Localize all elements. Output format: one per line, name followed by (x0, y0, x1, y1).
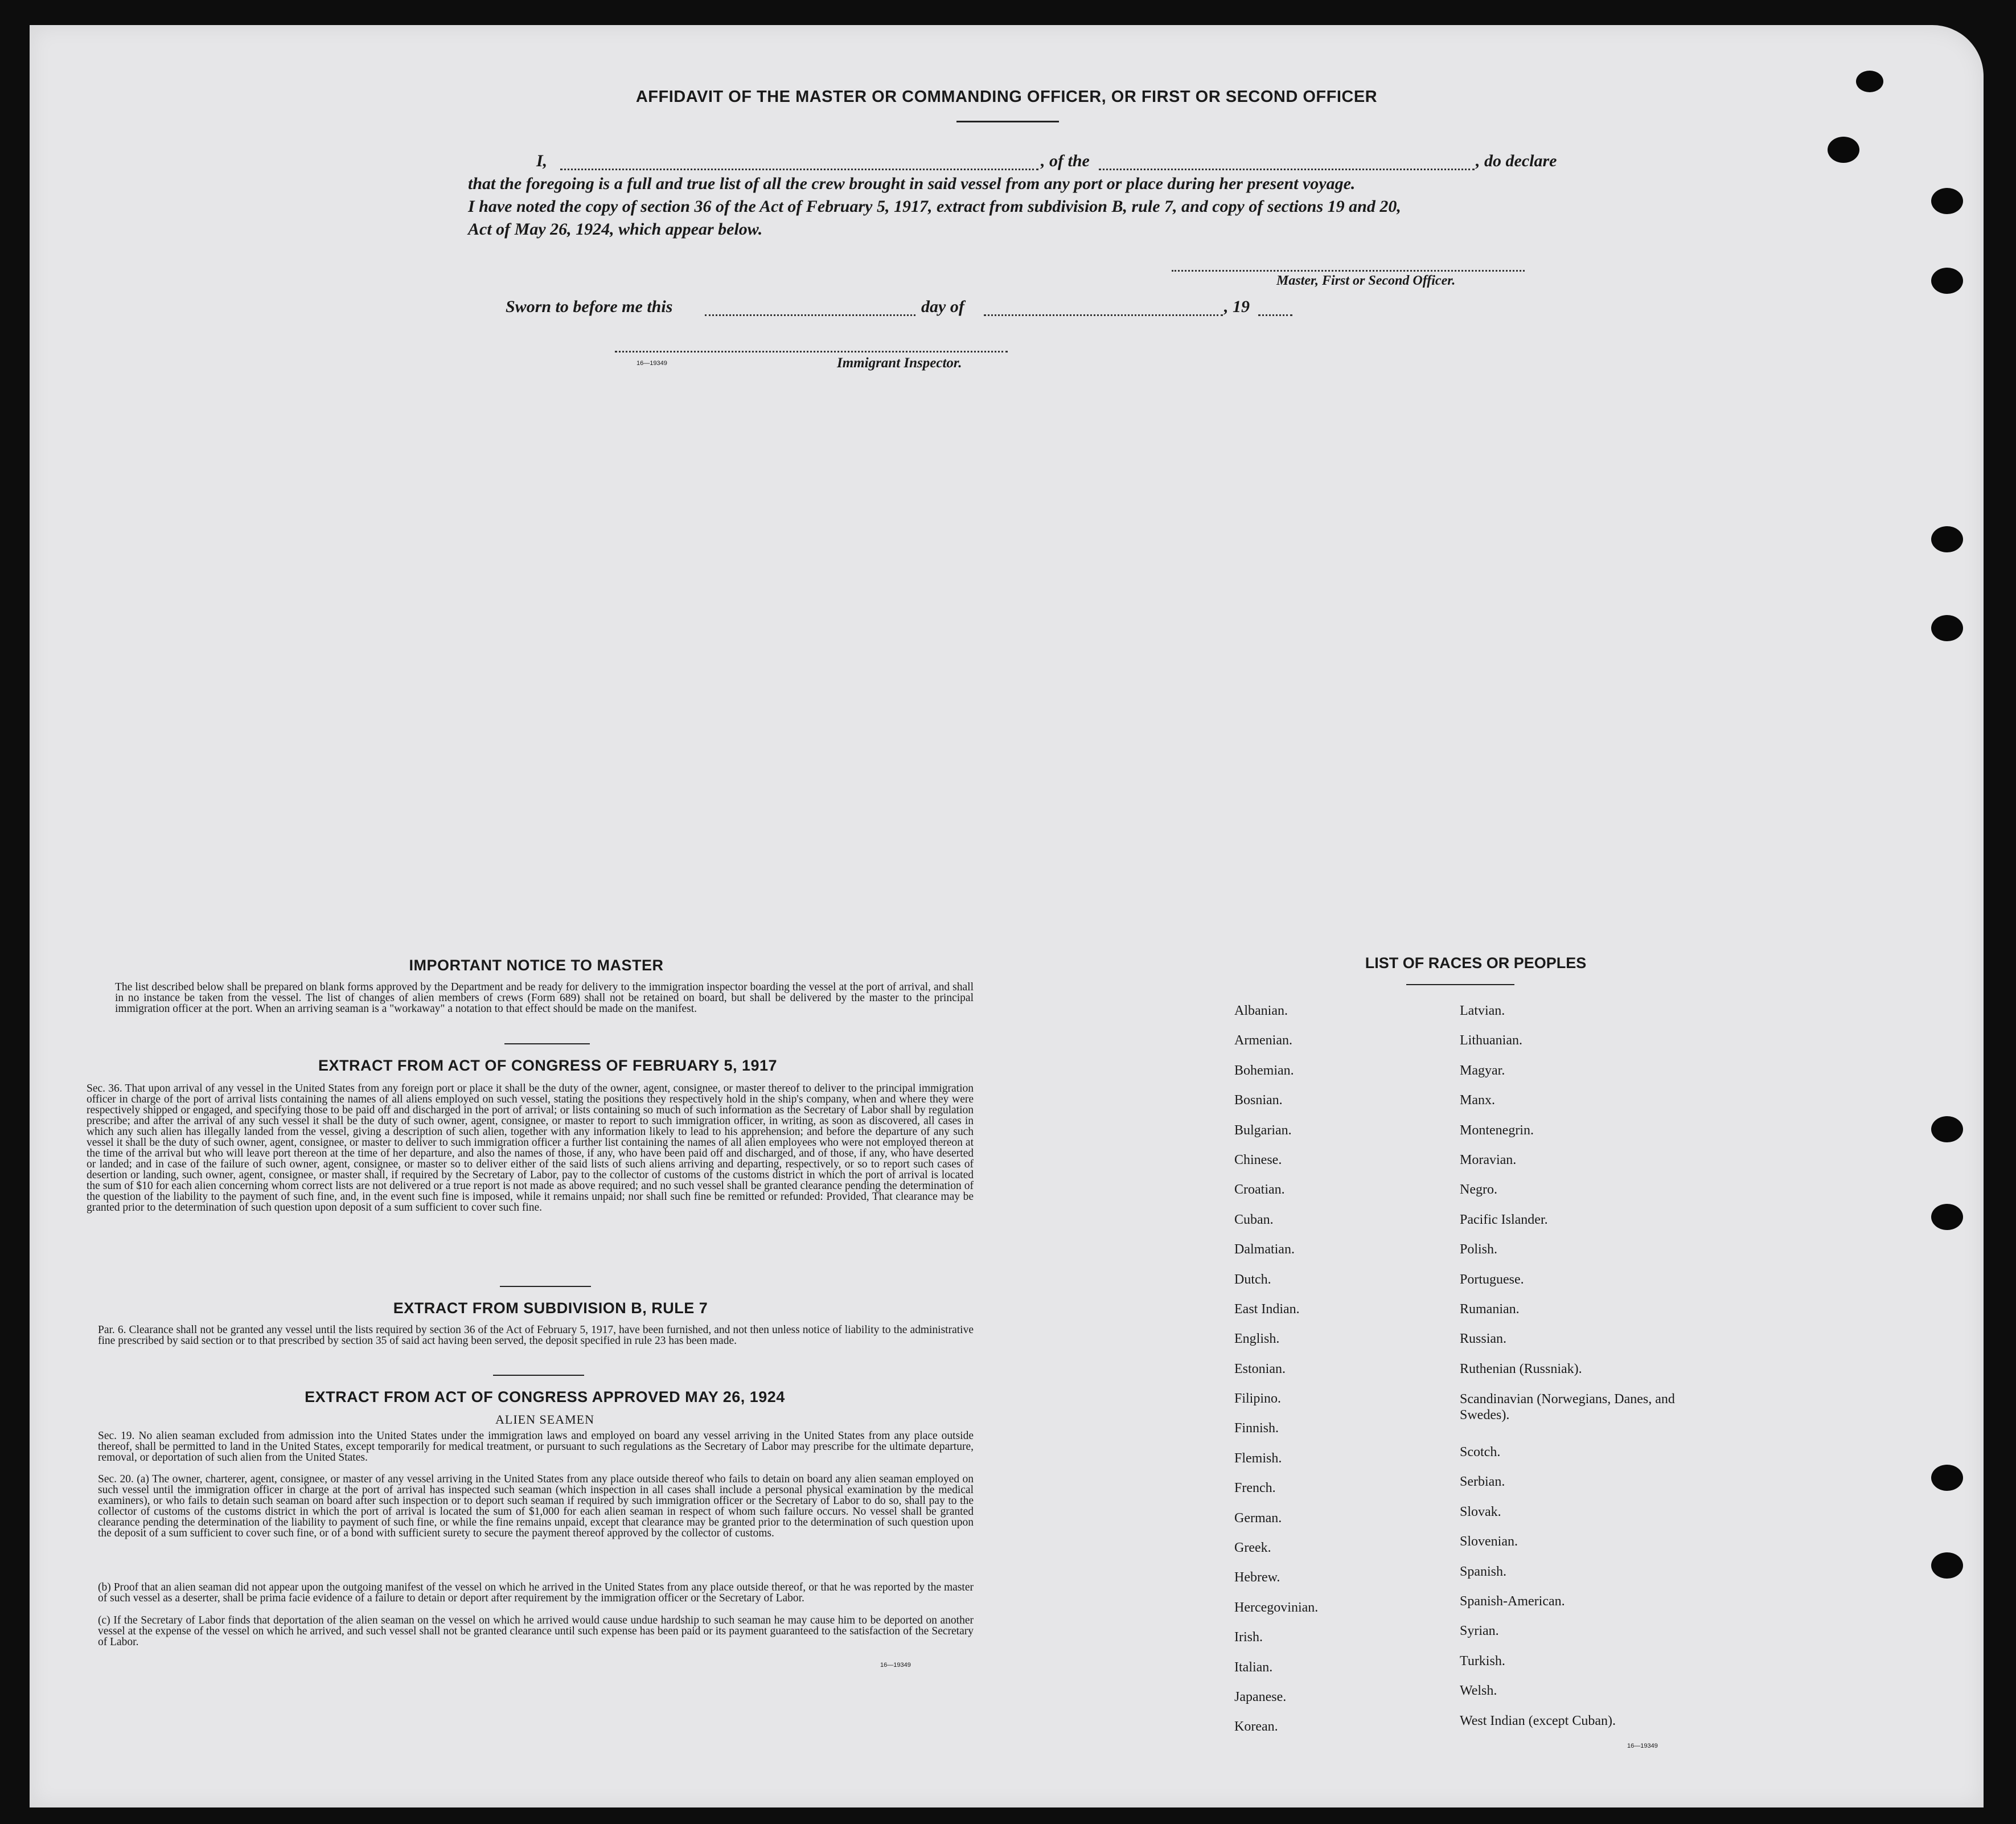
race-item: Syrian. (1460, 1624, 1499, 1639)
races-left-column (1234, 1003, 1318, 1749)
race-item: Cuban. (1234, 1212, 1274, 1227)
race-item: East Indian. (1234, 1301, 1300, 1317)
race-item: Filipino. (1234, 1391, 1282, 1407)
race-item: Hercegovinian. (1234, 1600, 1319, 1615)
affidavit-of-the: , of the (1041, 151, 1090, 170)
sworn-date-blank[interactable] (705, 314, 915, 316)
race-item: Portuguese. (1460, 1272, 1524, 1287)
race-item: Polish. (1460, 1242, 1498, 1257)
punch-hole (1931, 188, 1963, 214)
punch-hole (1931, 1552, 1963, 1579)
punch-hole (1931, 1465, 1963, 1491)
race-item: German. (1234, 1510, 1282, 1526)
extract-1924-title: EXTRACT FROM ACT OF CONGRESS APPROVED MAY 26, 1924 (305, 1388, 785, 1405)
document-page (30, 25, 1984, 1807)
inspector-signature-line[interactable] (615, 351, 1008, 352)
race-item: Moravian. (1460, 1152, 1517, 1167)
race-item: French. (1234, 1481, 1276, 1496)
master-signature-line[interactable] (1172, 270, 1525, 272)
race-item: Greek. (1234, 1540, 1271, 1556)
race-item: Serbian. (1460, 1474, 1505, 1490)
alien-seamen-subtitle: ALIEN SEAMEN (495, 1412, 594, 1427)
race-item: Scotch. (1460, 1445, 1501, 1460)
notice-title: IMPORTANT NOTICE TO MASTER (409, 957, 664, 974)
vessel-blank[interactable] (1099, 169, 1475, 170)
affidavit-do-declare: , do declare (1476, 151, 1557, 170)
master-signature-label: Master, First or Second Officer. (1276, 273, 1456, 288)
punch-hole (1931, 268, 1963, 294)
race-item: Scandinavian (Norwegians, Danes, and Swedes). (1460, 1392, 1675, 1423)
form-number: 16—19349 (1627, 1743, 1658, 1749)
race-item: Magyar. (1460, 1063, 1505, 1078)
race-item: Rumanian. (1460, 1301, 1520, 1317)
extract-1917-body: Sec. 36. That upon arrival of any vessel in the United States from any foreign port or place it shall be the duty of the owner, agent, consignee, or master thereof to deliver to the principal immigration officer in charge of the port of arrival lists containing the names of all aliens employed on such vessel, stating the positions they respectively hold in the ship's company, when and where they were respectively shipped or engaged, and specifying those to be paid off and discharged in the port of arrival; or lists containing so much of such information as the Secretary of Labor shall by regulation prescribe; and after the arrival of any such vessel it shall be the duty of such owner, agent, consignee, or master to report to such immigration officer, in writing, as soon as discovered, all cases in which any such alien has illegally landed from the vessel, giving a description of such alien, together with any information likely to lead to his apprehension; and before the departure of any such vessel it shall be the duty of such owner, agent, consignee, or master to deliver to such immigration officer a further list containing the names of all alien employees who were not employed thereon at the time of the arrival but who will leave port thereon at the time of her departure, and also the names of those, if any, who have been paid off and discharged, and of those, if any, who have deserted or landed; and in case of the failure of such owner, agent, consignee, or master so to deliver either of the said lists of such aliens arriving and departing, respectively, or so to report such cases of desertion or landing, such owner, agent, consignee, or master shall, if required by the Secretary of Labor, pay to the collector of customs of the customs district in which the port of arrival is located the sum of $10 for each alien concerning whom correct lists are not delivered or a true report is not made as above required; and no such vessel shall be granted clearance pending the determination of the question of the liability to the payment of such fine, and, in the event such fine is imposed, while it remains unpaid; nor shall such fine be remitted or refunded: Provided, That clearance may be granted prior to the determination of such question upon deposit of a sum sufficient to cover such fine. (87, 1083, 974, 1214)
race-item: Negro. (1460, 1182, 1497, 1198)
race-item: Albanian. (1234, 1003, 1288, 1018)
race-item: Bohemian. (1234, 1063, 1294, 1078)
race-item: Estonian. (1234, 1361, 1286, 1376)
month-blank[interactable] (984, 314, 1223, 316)
affidavit-title: AFFIDAVIT OF THE MASTER OR COMMANDING OFFICER, OR FIRST OR SECOND OFFICER (635, 88, 1378, 106)
race-item: Slovak. (1460, 1504, 1501, 1519)
title-rule (1406, 984, 1514, 985)
sworn-text: Sworn to before me this (506, 297, 673, 316)
sec-20b-text: (b) Proof that an alien seaman did not appear upon the outgoing manifest of the vessel on which he arrived in the United States from any place outside thereof, or that he was reported by the master of such vessel as a deserter, shall be prima facie evidence of a failure to detain or deport after requirement by the immigration officer or the Secretary of Labor. (98, 1581, 974, 1604)
race-item: Dutch. (1234, 1272, 1271, 1287)
race-item: Manx. (1460, 1093, 1495, 1108)
punch-hole (1828, 137, 1859, 163)
extract-1917-title: EXTRACT FROM ACT OF CONGRESS OF FEBRUARY 5, 1917 (318, 1057, 778, 1074)
section-rule (500, 1286, 591, 1287)
race-item: Irish. (1234, 1630, 1263, 1645)
race-item: Japanese. (1234, 1689, 1287, 1704)
name-blank[interactable] (560, 169, 1038, 170)
subdivision-b-title: EXTRACT FROM SUBDIVISION B, RULE 7 (393, 1300, 708, 1317)
section-rule (493, 1375, 584, 1376)
affidavit-text-line: that the foregoing is a full and true list of all the crew brought in said vessel from any port or place during her present voyage. (468, 174, 1356, 193)
races-title: LIST OF RACES OR PEOPLES (1365, 954, 1587, 972)
race-item: Croatian. (1234, 1182, 1285, 1198)
race-item: Chinese. (1234, 1152, 1282, 1167)
race-item: Ruthenian (Russniak). (1460, 1361, 1582, 1376)
day-of-text: day of (921, 297, 964, 316)
affidavit-text-line: I have noted the copy of section 36 of the Act of February 5, 1917, extract from subdivision B, rule 7, and copy of sections 19 and 20, (468, 197, 1401, 216)
race-item: Latvian. (1460, 1003, 1505, 1018)
race-item: Bosnian. (1234, 1093, 1283, 1108)
punch-hole (1931, 1116, 1963, 1142)
race-item: Finnish. (1234, 1421, 1279, 1436)
race-item: Montenegrin. (1460, 1122, 1534, 1138)
race-item: English. (1234, 1331, 1280, 1347)
affidavit-text-line: Act of May 26, 1924, which appear below. (468, 220, 763, 239)
race-item: Flemish. (1234, 1450, 1282, 1466)
title-rule (956, 121, 1059, 122)
punch-hole (1931, 1204, 1963, 1230)
punch-hole (1931, 615, 1963, 641)
race-item: Slovenian. (1460, 1534, 1518, 1550)
race-item: Italian. (1234, 1659, 1273, 1675)
race-item: Korean. (1234, 1719, 1278, 1735)
race-item: Armenian. (1234, 1033, 1292, 1048)
race-item: Welsh. (1460, 1683, 1497, 1699)
race-item: Lithuanian. (1460, 1033, 1522, 1048)
race-item: West Indian (except Cuban). (1460, 1713, 1616, 1728)
race-item: Spanish. (1460, 1564, 1507, 1579)
race-item: Turkish. (1460, 1653, 1505, 1669)
punch-hole (1931, 526, 1963, 552)
race-item: Russian. (1460, 1331, 1507, 1347)
sec-20c-text: (c) If the Secretary of Labor finds that deportation of the alien seaman on the vessel on which he arrived would cause undue hardship to such seaman he may cause him to be deported on another vessel at the expense of the vessel on which he arrived, and such vessel shall not be granted clearance until such expense has been paid or its payment guaranteed to the satisfaction of the Secretary of Labor. (98, 1614, 974, 1648)
subdivision-b-body: Par. 6. Clearance shall not be granted any vessel until the lists required by section 36 of the Act of February 5, 1917, have been furnished, and not then unless notice of liability to the administrative fine prescribed by said section or to that prescribed by section 35 of said act having been served, the deposit specified in rule 23 has been made. (98, 1324, 974, 1347)
race-item: Hebrew. (1234, 1570, 1280, 1585)
section-rule (504, 1043, 590, 1044)
race-item: Bulgarian. (1234, 1122, 1292, 1138)
affidavit-i: I, (536, 151, 548, 170)
race-item: Dalmatian. (1234, 1242, 1295, 1257)
inspector-label: Immigrant Inspector. (837, 355, 962, 371)
race-item: Spanish-American. (1460, 1594, 1565, 1609)
sec-20a-text: Sec. 20. (a) The owner, charterer, agent, consignee, or master of any vessel arriving in the United States from any place outside thereof who fails to detain on board any alien seaman employed on such vessel until the immigration officer in charge at the port of arrival has inspected such seaman (which inspection in all cases shall include a personal physical examination by the medical examiners), or who fails to detain such seaman on board after such inspection or to deport such seaman if required by such immigration officer or the Secretary of Labor to do so, shall pay to the collector of customs of the customs district in which the port of arrival is located the sum of $1,000 for each alien seaman in respect of whom such failure occurs. No vessel shall be granted clearance pending the determination of the liability to payment of such fine, or while the fine remains unpaid, except that clearance may be granted prior to the determination of such question upon the deposit of a sum sufficient to cover such fine, or of a bond with sufficient surety to secure the payment thereof approved by the collector of customs. (98, 1473, 974, 1539)
sec-19-text: Sec. 19. No alien seaman excluded from admission into the United States under the immigration laws and employed on board any vessel arriving in the United States from any place outside thereof, shall be permitted to land in the United States, except temporarily for medical treatment, or pursuant to such regulations as the Secretary of Labor may prescribe for the ultimate departure, removal, or deportation of such alien from the United States. (98, 1430, 974, 1464)
form-number: 16—19349 (637, 360, 667, 367)
notice-body: The list described below shall be prepared on blank forms approved by the Department and be ready for delivery to the immigration inspector boarding the vessel at the port of arrival, and shall in no instance be taken from the vessel. The list of changes of alien members of crews (Form 689) shall not be retained on board, but shall be delivered by the master to the principal immigration officer at the port. When an arriving seaman is a "workaway" a notation to that effect should be made on the manifest. (115, 981, 974, 1015)
race-item: Pacific Islander. (1460, 1212, 1548, 1227)
year-blank[interactable] (1258, 314, 1292, 316)
form-number: 16—19349 (880, 1662, 911, 1669)
races-right-column (1460, 1003, 1699, 1743)
year-text: , 19 (1224, 297, 1250, 316)
